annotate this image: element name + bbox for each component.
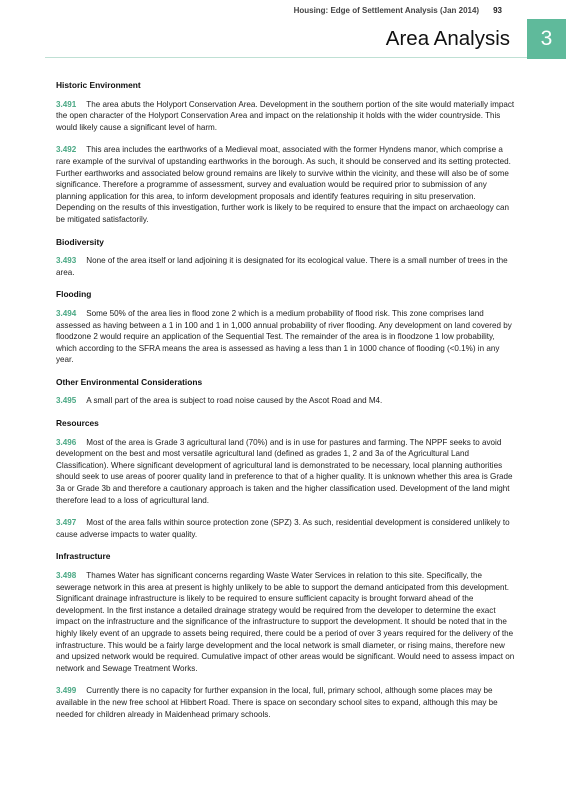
page-title: Area Analysis: [385, 27, 510, 50]
section-heading: Biodiversity: [56, 236, 104, 247]
section-historic-environment: [56, 80, 516, 226]
paragraph-number: 3.493: [56, 256, 77, 266]
section-biodiversity: [56, 237, 516, 279]
paragraph-text: Some 50% of the area lies in flood zone 2 which is a medium probability of flood risk. This zone comprises land assessed as having between a 1 in 100 and 1 in 1,000 annual probability of river flooding. Any development on land covered by floodzone 2 would require an application of the Sequential Test. The remainder of the area is in floodzone 1 low probability, which according to the SFRA means the area is assessed as having a less than 1 in 1000 chance of flooding (<0.1%) in any year.: [56, 308, 512, 365]
paragraph-text: None of the area itself or land adjoining it is designated for its ecological value. There is a small number of trees in the area.: [56, 256, 508, 277]
section-tab-number: 3: [540, 27, 553, 50]
paragraph-number: 3.494: [56, 308, 77, 318]
paragraph-text: Most of the area is Grade 3 agricultural land (70%) and is in use for pastures and farming. The NPPF seeks to avoid development on the best and most versatile agricultural land (defined as grades 1, 2 and 3a of the Agricultural Land Classification). Where significant development of agricultural land is demonstrated to be necessary, local planning authorities should seek to use areas of poorer quality land in preference to that of a higher quality. It is unknown whether this area is Grade 3a or Grade 3b and therefore a cautionary approach is taken and the higher classification used. Development of the land might therefore lead to a loss of agricultural land.: [56, 437, 513, 505]
paragraph: [56, 395, 516, 407]
paragraph: [56, 517, 516, 540]
paragraph-number: 3.496: [56, 437, 77, 447]
section-heading: Historic Environment: [56, 80, 141, 90]
section-flooding: [56, 289, 516, 366]
paragraph-number: 3.495: [56, 396, 77, 406]
section-infrastructure: [56, 551, 516, 720]
paragraph-text: This area includes the earthworks of a Medieval moat, associated with the former Hyndens manor, which comprise a rare example of the survival of upstanding earthworks in the borough. As such, it should be conserved and its setting protected. Further earthworks and associated below ground remains are likely to survive within the vicinity, and these will also be of some significance. Therefore a programme of assessment, survey and evaluation would be required prior to submission of any planning application for this area, to inform development proposals and identify features requiring in situ preservation. Depending on the results of this investigation, further work is likely to be required to ensure that the impact on archaeology can be mitigated satisfactorily.: [56, 145, 511, 224]
section-heading: Infrastructure: [56, 551, 111, 562]
paragraph-text: Most of the area falls within source protection zone (SPZ) 3. As such, residential development is considered unlikely to cause adverse impacts to water quality.: [56, 518, 510, 539]
paragraph-text: The area abuts the Holyport Conservation Area. Development in the southern portion of the site would materially impact the open character of the Holyport Conservation Area and impact on the relationship it holds with the wider countryside. This would likely cause a significant level of harm.: [56, 99, 515, 132]
paragraph-text: Currently there is no capacity for further expansion in the local, full, primary school, although some places may be available in the new free school at Hibbert Road. There is space on secondary school sites to expand, although this may be needed for children already in Maidenhead primary schools.: [56, 686, 498, 719]
paragraph: [56, 570, 516, 674]
document-body: [56, 80, 516, 731]
running-title: Housing: Edge of Settlement Analysis (Jan 2014): [293, 6, 480, 15]
section-other-environmental-considerations: [56, 377, 516, 407]
paragraph: [56, 99, 516, 134]
paragraph: [56, 255, 516, 278]
paragraph-number: 3.492: [56, 145, 77, 155]
paragraph-number: 3.499: [56, 686, 77, 696]
paragraph-text: A small part of the area is subject to road noise caused by the Ascot Road and M4.: [86, 396, 383, 406]
section-resources: [56, 418, 516, 540]
section-heading: Other Environmental Considerations: [56, 376, 203, 387]
paragraph-number: 3.491: [56, 99, 77, 109]
section-tab: [527, 19, 566, 59]
header-divider: [45, 57, 527, 58]
paragraph: [56, 144, 516, 225]
paragraph: [56, 685, 516, 720]
section-heading: Flooding: [56, 289, 92, 300]
paragraph-number: 3.498: [56, 571, 77, 580]
page-number: 93: [493, 6, 502, 15]
section-heading: Resources: [56, 418, 99, 429]
paragraph: [56, 308, 516, 366]
running-header: [294, 6, 502, 15]
paragraph-text: Thames Water has significant concerns regarding Waste Water Services in relation to this site. Specifically, the sewerage network in this area at present is highly unlikely to be able to support the demand anticipated from this development. Significant drainage infrastructure is likely to be required to ensure sufficient capacity is brought forward ahead of the development. In the first instance a detailed drainage strategy would be required from the developer to determine the exact impact on the infrastructure and the significance of the infrastructure to support the development. It should be noted that in the highly likely event of an upgrade to assets being required, there could be a period of over 3 years required for the delivery of the infrastructure. This would be a fairly large development and the local network is small diameter, or rising mains, therefore new and upsized network would be required. Cumulative impact of other areas would be significant. Would need to assess impact on network and Sewage Treatment Works.: [56, 571, 515, 673]
paragraph: [56, 437, 516, 507]
paragraph-number: 3.497: [56, 518, 77, 528]
